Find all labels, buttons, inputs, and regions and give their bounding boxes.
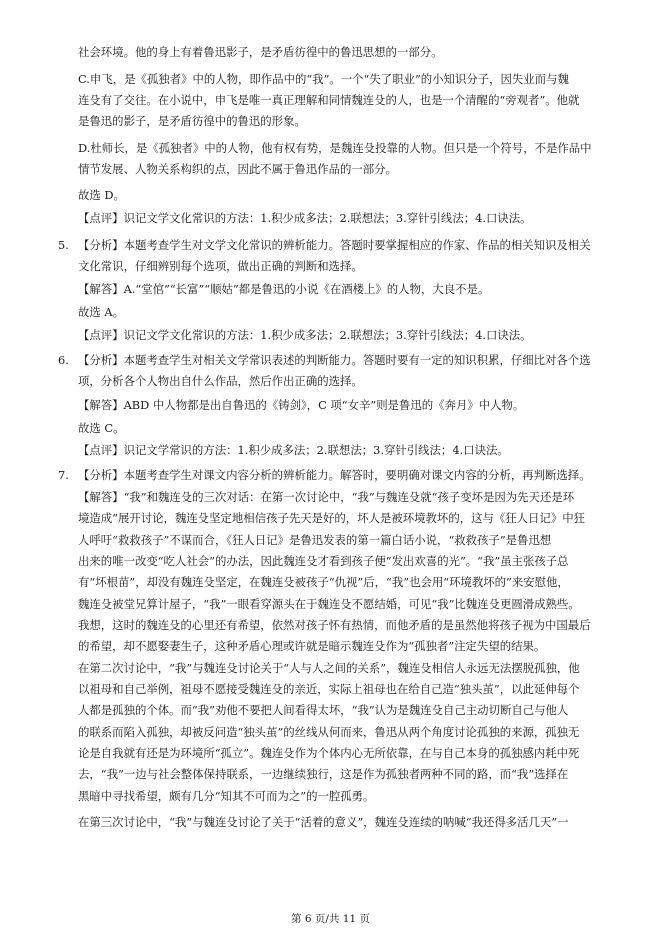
text-line: 社会环境。他的身上有着鲁迅影子，是矛盾彷徨中的鲁迅思想的一部分。 bbox=[78, 45, 443, 59]
text-line: 人呼吁“救救孩子”不谋而合，《狂人日记》是鲁迅发表的第一篇白话小说，“救救孩子”是鲁迅想 bbox=[78, 533, 552, 547]
text-line: 的希望，却不愿娶妻生子，这种矛盾心理或许就是暗示魏连殳作为“孤独者”注定失望的结果。 bbox=[78, 639, 546, 653]
page-footer: 第 6 页/共 11 页 bbox=[291, 913, 370, 925]
text-line: 在第二次讨论中，“我”与魏连殳讨论关于“人与人之间的关系”，魏连殳相信人永远无法摆脱孤独，他 bbox=[78, 661, 580, 675]
text-line: 连殳有了交往。在小说中，申飞是唯一真正理解和同情魏连殳的人，也是一个清醒的“旁观者”。他就 bbox=[78, 93, 580, 107]
text-line: 【点评】识记文学文化常识的方法：1.积少成多法；2.联想法；3.穿针引线法；4.口诀法。 bbox=[78, 328, 532, 342]
text-line: 人都是孤独的个体。而“我”劝他不要把人间看得太坏，“我”认为是魏连殳自己主动切断自己与他人 bbox=[78, 703, 569, 717]
text-line: 境造成”展开讨论，魏连殳坚定地相信孩子先天是好的，坏人是被环境教坏的，这与《狂人日记》中狂 bbox=[78, 511, 586, 525]
text-line: 故选 A。 bbox=[78, 305, 125, 319]
text-line: 【分析】本题考查学生对文学文化常识的辨析能力。答题时要掌握相应的作家、作品的相关知识及相关 bbox=[78, 238, 591, 252]
text-line: 【解答】“我”和魏连殳的三次对话：在第一次讨论中，“我”与魏连殳就“孩子变坏是因为先天还是环 bbox=[78, 490, 575, 504]
text-line: 以祖母和自己举例，祖母不愿接受魏连殳的亲近，实际上祖母也在给自己造“独头茧”，以此延伸每个 bbox=[78, 682, 580, 696]
text-line: 情节发展、人物关系构织的点，因此不属于鲁迅作品的一部分。 bbox=[78, 162, 397, 176]
text-line: 【点评】识记文学文化常识的方法：1.积少成多法；2.联想法；3.穿针引线法；4.口诀法。 bbox=[78, 211, 532, 225]
text-line: 【解答】ABD 中人物都是出自鲁迅的《铸剑》，C 项“女辛”则是鲁迅的《奔月》中人物。 bbox=[78, 398, 525, 412]
text-line: D.杜师长，是《孤独者》中的人物，他有权有势，是魏连殳投靠的人物。但只是一个符号，不是作品中 bbox=[78, 141, 592, 155]
text-line: C.申飞，是《孤独者》中的人物，即作品中的“我”。一个“失了职业”的小知识分子，因失业而与魏 bbox=[78, 72, 569, 86]
text-line: 魏连殳被堂兄算计屋子，“我”一眼看穿源头在于魏连殳不愿结婚，可见“我”比魏连殳更圆滑成熟些。 bbox=[78, 597, 580, 611]
text-line: 黑暗中寻找希望，颇有几分“知其不可而为之”的一腔孤勇。 bbox=[78, 789, 375, 803]
text-line: 我想，这时的魏连殳的心里还有希望，依然对孩子怀有热情，而他矛盾的是虽然他将孩子视为中国最后 bbox=[78, 618, 591, 632]
text-line: 在第三次讨论中，“我”与魏连殳讨论了关于“活着的意义”，魏连殳连续的呐喊“我还得多活几天”一 bbox=[78, 815, 569, 829]
text-line: 文化常识，仔细辨别每个选项，做出正确的判断和选择。 bbox=[78, 259, 363, 273]
text-line: 是鲁迅的影子，是矛盾彷徨中的鲁迅的形象。 bbox=[78, 114, 306, 128]
text-line: 去，“我”一边与社会整体保持联系，一边继续独行，这是作为孤独者两种不同的路，而“我”选择在 bbox=[78, 767, 569, 781]
question-number: 7. bbox=[58, 468, 69, 482]
text-line: 【解答】A.“堂倌”“长富”“顺姑”都是鲁迅的小说《在酒楼上》的人物，大良不是。 bbox=[78, 282, 490, 296]
text-line: 出来的唯一改变“吃人社会”的办法，因此魏连殳才看到孩子便“发出欢喜的光”。“我”虽主张孩子总 bbox=[78, 554, 569, 568]
text-line: 【分析】本题考查学生对相关文学常识表述的判断能力。答题时要有一定的知识积累，仔细比对各个选 bbox=[78, 353, 591, 367]
text-line: 论是自我就有还是为环境所“孤立”。魏连殳作为个体内心无所依靠，在与自己本身的孤独感内耗中死 bbox=[78, 746, 580, 760]
text-line: 【分析】本题考查学生对课文内容分析的辨析能力。解答时，要明确对课文内容的分析，再判断选择。 bbox=[78, 468, 591, 482]
text-line: 的联系而陷入孤独，却被反问造“独头茧”的丝线从何而来，鲁迅从两个角度讨论孤独的来源，孤独无 bbox=[78, 725, 580, 739]
text-line: 项，分析各个人物出自什么作品，然后作出正确的选择。 bbox=[78, 374, 363, 388]
text-line: 【点评】识记文学常识的方法：1.积少成多法；2.联想法；3.穿针引线法；4.口诀法。 bbox=[78, 443, 509, 457]
question-number: 5. bbox=[58, 238, 69, 252]
text-line: 故选 D。 bbox=[78, 188, 125, 202]
question-number: 6. bbox=[58, 353, 69, 367]
text-line: 有“坏根苗”，却没有魏连殳坚定，在魏连殳被孩子“仇视”后，“我”也会用“环境教坏的”来安慰他， bbox=[78, 575, 569, 589]
text-line: 故选 C。 bbox=[78, 421, 125, 435]
